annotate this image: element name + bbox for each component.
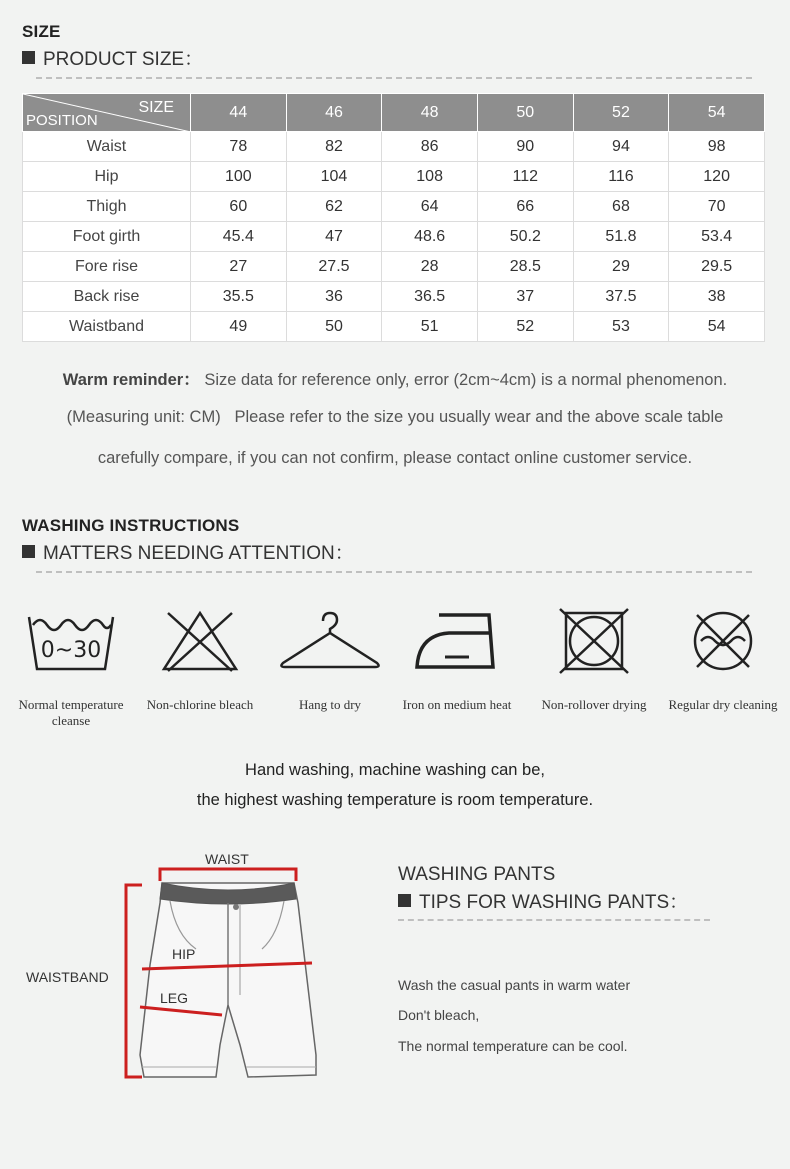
size-header: 44: [191, 94, 287, 132]
table-cell: 100: [191, 162, 287, 192]
corner-size-label: SIZE: [138, 99, 174, 116]
care-icons-row: [0, 605, 790, 745]
table-row: [23, 132, 765, 162]
table-cell: 27: [191, 252, 287, 282]
row-label: Fore rise: [23, 252, 191, 282]
leg-label: LEG: [160, 990, 189, 1006]
table-cell: 28: [382, 252, 478, 282]
tips-title: WASHING PANTS: [398, 864, 556, 885]
care-label: Non-rollover drying: [541, 697, 647, 712]
table-cell: 64: [382, 192, 478, 222]
hip-label: HIP: [172, 946, 196, 962]
wash-note-line-1: Hand washing, machine washing can be,: [245, 761, 545, 779]
care-item-hang: [261, 605, 399, 713]
care-label: Hang to dry: [298, 697, 362, 712]
table-cell: 29: [573, 252, 669, 282]
size-header: 52: [573, 94, 669, 132]
size-section-title: SIZE: [22, 22, 61, 41]
table-cell: 51.8: [573, 222, 669, 252]
table-cell: 62: [286, 192, 382, 222]
table-corner-cell: [23, 94, 191, 132]
table-cell: 116: [573, 162, 669, 192]
pants-illustration: [0, 845, 380, 1085]
table-cell: 50: [286, 312, 382, 342]
tip-item: The normal temperature can be cool.: [398, 1038, 628, 1054]
no-wash-icon: [675, 605, 771, 675]
waistband-measure-line: [126, 885, 142, 1077]
dashed-divider: [398, 919, 710, 921]
table-cell: 27.5: [286, 252, 382, 282]
waist-label: WAIST: [205, 851, 249, 867]
washing-section-title: WASHING INSTRUCTIONS: [22, 516, 240, 535]
tub-temp-text: 0~30: [40, 638, 102, 663]
table-row: [23, 312, 765, 342]
reminder-line-1: [0, 366, 790, 390]
table-cell: 86: [382, 132, 478, 162]
table-cell: 36: [286, 282, 382, 312]
corner-position-label: POSITION: [26, 112, 98, 129]
row-label: Thigh: [23, 192, 191, 222]
row-label: Waist: [23, 132, 191, 162]
square-bullet-icon: [398, 894, 411, 907]
table-cell: 48.6: [382, 222, 478, 252]
table-cell: 82: [286, 132, 382, 162]
care-item-tumble: [525, 605, 663, 713]
size-header: 54: [669, 94, 765, 132]
matters-subtitle: [22, 538, 354, 565]
row-label: Waistband: [23, 312, 191, 342]
square-bullet-icon: [22, 545, 35, 558]
table-cell: 90: [477, 132, 573, 162]
care-item-wash: [2, 605, 140, 729]
table-row: [23, 222, 765, 252]
table-cell: 28.5: [477, 252, 573, 282]
table-cell: 104: [286, 162, 382, 192]
care-item-iron: [388, 605, 526, 713]
table-cell: 51: [382, 312, 478, 342]
size-header: 48: [382, 94, 478, 132]
tip-item: Wash the casual pants in warm water: [398, 977, 631, 993]
dashed-divider: [36, 571, 752, 573]
table-cell: 94: [573, 132, 669, 162]
table-cell: 52: [477, 312, 573, 342]
table-row: [23, 192, 765, 222]
pants-measurement-diagram: [0, 845, 380, 1085]
table-cell: 112: [477, 162, 573, 192]
table-cell: 53: [573, 312, 669, 342]
wash-note-line-2: the highest washing temperature is room temperature.: [196, 791, 594, 809]
reminder-line-3: carefully compare, if you can not confirm, please contact online customer service.: [97, 449, 693, 467]
waistband-label: WAISTBAND: [26, 969, 109, 985]
size-table: [22, 93, 765, 342]
care-label: Iron on medium heat: [402, 697, 512, 712]
reminder-line-2: (Measuring unit: CM) Please refer to the size you usually wear and the above scale table: [66, 408, 724, 426]
button-icon: [233, 904, 239, 910]
table-cell: 49: [191, 312, 287, 342]
table-cell: 29.5: [669, 252, 765, 282]
no-tumble-dry-icon: [546, 605, 642, 675]
table-cell: 78: [191, 132, 287, 162]
row-label: Hip: [23, 162, 191, 192]
reminder-text-1: Size data for reference only, error (2cm~4cm) is a normal phenomenon.: [204, 371, 728, 389]
size-header: 46: [286, 94, 382, 132]
square-bullet-icon: [22, 51, 35, 64]
no-bleach-icon: [152, 605, 248, 675]
waist-measure-line: [160, 869, 296, 881]
table-row: [23, 162, 765, 192]
table-row: [23, 252, 765, 282]
table-cell: 35.5: [191, 282, 287, 312]
table-cell: 60: [191, 192, 287, 222]
tips-subtitle-label: TIPS FOR WASHING PANTS：: [419, 892, 689, 913]
wash-tub-30-icon: [23, 605, 119, 675]
care-item-dryclean: [654, 605, 790, 713]
matters-label: MATTERS NEEDING ATTENTION：: [43, 543, 354, 564]
table-cell: 66: [477, 192, 573, 222]
care-label: Non-chlorine bleach: [146, 697, 254, 712]
table-cell: 54: [669, 312, 765, 342]
row-label: Back rise: [23, 282, 191, 312]
table-cell: 47: [286, 222, 382, 252]
table-cell: 70: [669, 192, 765, 222]
product-size-label: PRODUCT SIZE：: [43, 49, 204, 70]
size-header: 50: [477, 94, 573, 132]
table-cell: 68: [573, 192, 669, 222]
table-cell: 53.4: [669, 222, 765, 252]
table-cell: 120: [669, 162, 765, 192]
tips-subtitle: [398, 887, 688, 914]
dashed-divider: [36, 77, 752, 79]
hanger-icon: [275, 605, 385, 675]
table-cell: 38: [669, 282, 765, 312]
iron-icon: [409, 605, 505, 675]
tip-item: Don't bleach,: [398, 1007, 480, 1023]
table-cell: 108: [382, 162, 478, 192]
table-row: [23, 282, 765, 312]
reminder-label: Warm reminder：: [62, 371, 200, 389]
table-cell: 98: [669, 132, 765, 162]
table-cell: 37.5: [573, 282, 669, 312]
care-item-bleach: [131, 605, 269, 713]
size-header-row: [23, 94, 765, 132]
table-cell: 36.5: [382, 282, 478, 312]
care-label: Normal temperature cleanse: [18, 697, 124, 728]
row-label: Foot girth: [23, 222, 191, 252]
table-cell: 50.2: [477, 222, 573, 252]
care-label: Regular dry cleaning: [668, 697, 778, 712]
table-cell: 45.4: [191, 222, 287, 252]
product-size-subtitle: [22, 44, 203, 71]
table-cell: 37: [477, 282, 573, 312]
